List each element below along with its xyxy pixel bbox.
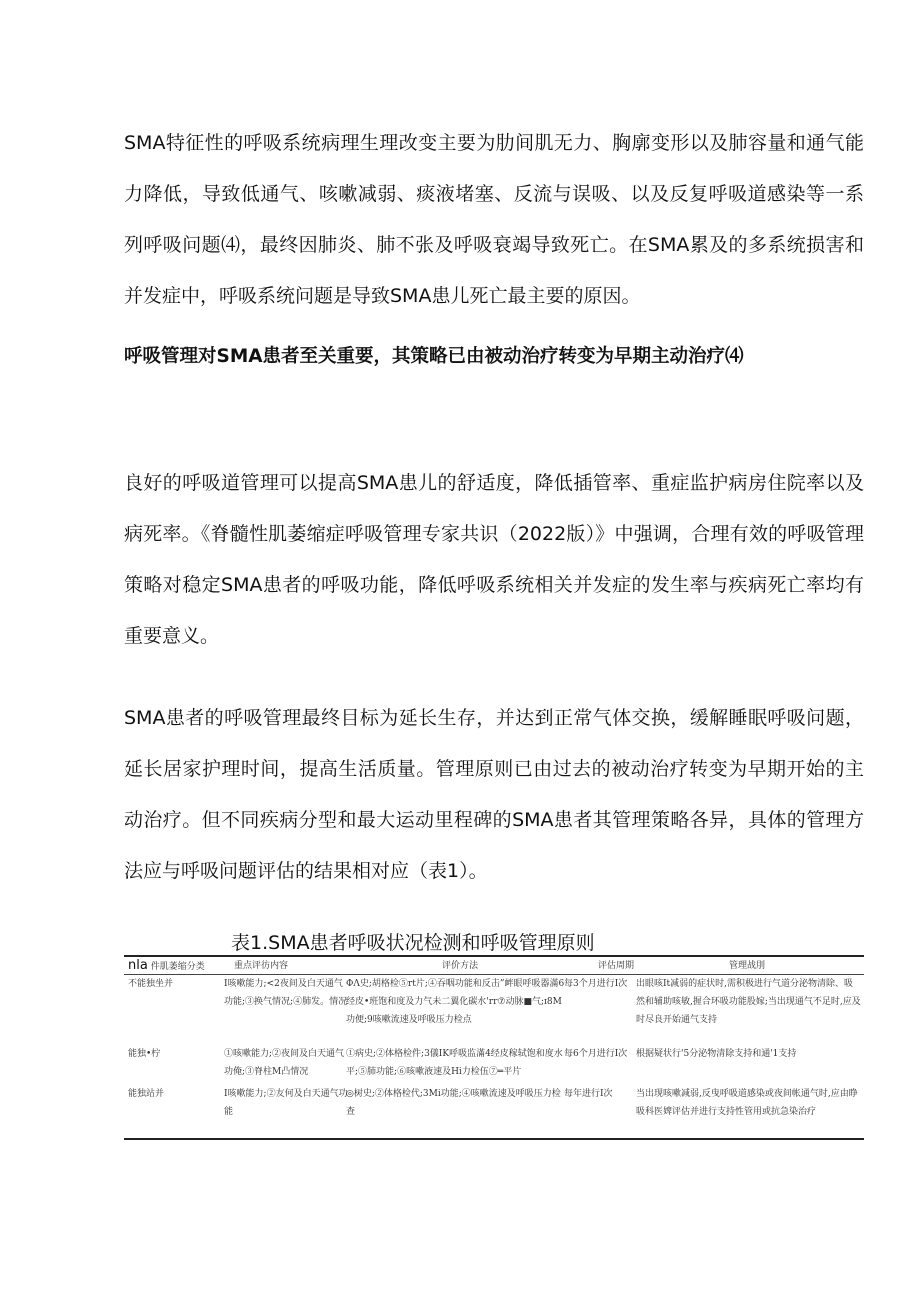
row1-focus: I咳嗽能力;<2夜间及白天通气功能;③换气情况;④肺发。情况 xyxy=(224,979,348,1007)
row3-category: 能独站并 xyxy=(128,1089,165,1099)
row3-method: ◎树史;②体格检代;3Mi功能;④咳嗽流速及呼吸压力检查 xyxy=(346,1089,561,1117)
goals-paragraph: SMA患者的呼吸管理最终目标为延长生存，并达到正常气体交换，缓解睡眠呼吸问题，延长居家护理时间，提高生活质量。管理原则已由过去的被动治疗转变为早期开始的主动治疗。但不同疾病分型和最大运动里程碑的SMA患者其管理策略各异，具体的管理方法应与呼吸问题评估的结果相对应（表1）。 xyxy=(124,707,864,882)
header-category-prefix: nla xyxy=(128,958,148,973)
header-strategy: 管理战刖 xyxy=(729,961,766,971)
header-category xyxy=(128,957,220,976)
row1-strategy: 出眼咳It减弱的症状时,需积极进行气道分泌物清除、吸然和辅助咳敏,握合环吸功能股嫁;当出现通气不足时,应及时尽良开始通气支持 xyxy=(636,979,861,1025)
row1-category: 不能独坐并 xyxy=(128,979,174,989)
row2-category: 能独•柠 xyxy=(128,1049,161,1059)
header-category-label: 件肌萎缩分类 xyxy=(150,962,205,972)
row2-focus: ①咳嗽能力;②夜间及白天通气功俺;③脊柱M凸情况 xyxy=(224,1049,345,1077)
row3-cycle: 每年进行I次 xyxy=(564,1089,613,1099)
intro-paragraph: SMA特征性的呼吸系统病理生理改变主要为肋间肌无力、胸廓变形以及肺容量和通气能力降低，导致低通气、咳嗽减弱、痰液堵塞、反流与误吸、以及反复呼吸道感染等一系列呼吸问题⑷，最终因肺炎、肺不张及呼吸衰竭导致死亡。在SMA累及的多系统损害和并发症中，呼吸系统问题是导致SMA患儿死亡最主要的原因。 xyxy=(124,132,864,307)
header-method: 评价方法 xyxy=(442,961,479,971)
row2-method: ①病史;②体格检件;3儀IK呼吸监滿4经皮稼轼饱和度水平;⑤肺功能;⑥咳嗽液速及Hi力检伍⑦═平片 xyxy=(346,1049,563,1077)
header-focus: 重点评彷内容 xyxy=(234,961,289,971)
header-cycle: 评估周期 xyxy=(598,961,635,971)
row2-cycle: 每6个月进行I次 xyxy=(564,1049,628,1059)
row3-focus: I咳嗽能力;②友何及白天通气功能 xyxy=(224,1089,348,1117)
row1-method: ΦΛ史;胡格检⑤rt片;④吞咽功能和反击”衅眼呼吸器滿6经皮•班饱和度及力气未二翼化碳水'rr⑦动脉■气;ɪ8M功便;9咳嗽流速及呼吸压力检点 xyxy=(346,979,565,1025)
section-heading: 呼吸管理对SMA患者至关重要，其策略已由被动治疗转变为早期主动治疗⑷ xyxy=(124,346,744,367)
row3-strategy: 当出现咳嗽减弱,反曳呼吸道感染或夜间帐通气时,应由睁吸科医婢评估并进行支持性管用或抗急染治疗 xyxy=(636,1089,858,1117)
row1-cycle: 每3个月进行I次 xyxy=(564,979,628,989)
row2-strategy: 根据疑状行'5分泌物清除支持和通'1支持 xyxy=(636,1049,797,1059)
table-title: 表1.SMA患者呼吸状况检测和呼吸管理原则 xyxy=(231,932,595,954)
table-bottom-rule xyxy=(124,1138,864,1140)
management-paragraph: 良好的呼吸道管理可以提高SMA患儿的舒适度，降低插管率、重症监护病房住院率以及病死率。《脊髓性肌萎缩症呼吸管理专家共识（2022版）》中强调，合理有效的呼吸管理策略对稳定SMA患者的呼吸功能，降低呼吸系统相关并发症的发生率与疾病死亡率均有重要意义。 xyxy=(124,472,864,647)
respiratory-management-table xyxy=(124,955,864,1140)
